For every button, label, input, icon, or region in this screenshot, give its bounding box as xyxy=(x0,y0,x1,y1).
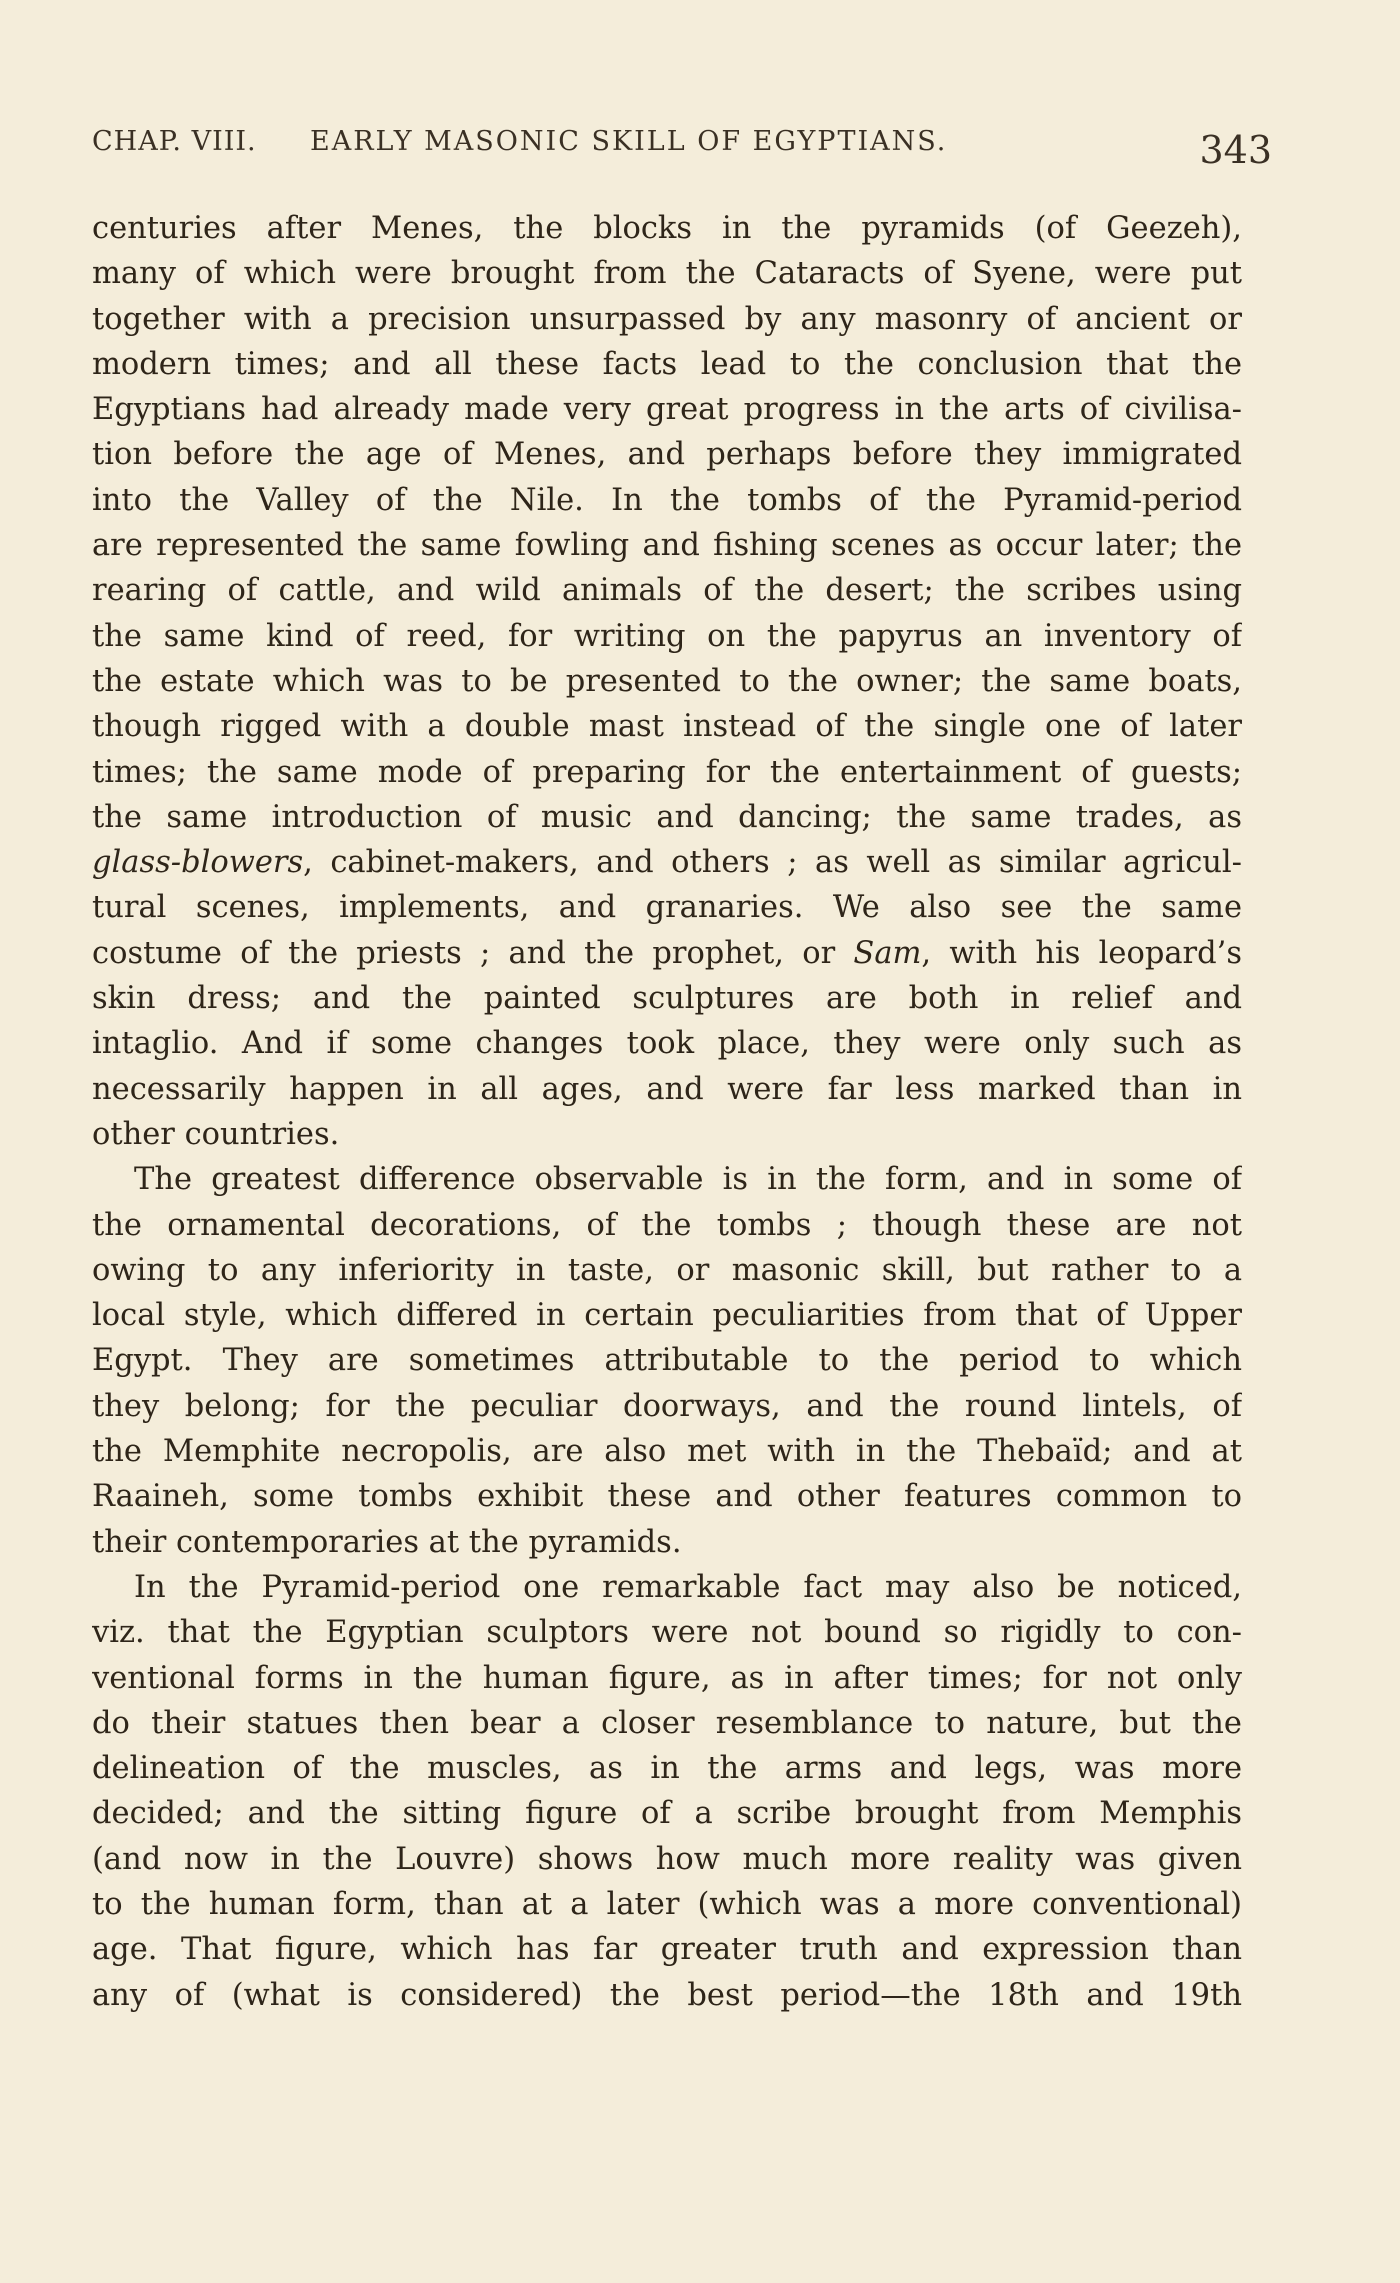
text-run: costume of the priests ; and the prophet, or xyxy=(92,935,854,971)
text-line: delineation of the muscles, as in the arms and legs, was more xyxy=(92,1751,1242,1787)
running-head xyxy=(92,120,1272,180)
text-line: they belong; for the peculiar doorways, and the round lintels, of xyxy=(92,1388,1242,1424)
text-line: viz. that the Egyptian sculptors were not bound so rigidly to con- xyxy=(92,1615,1242,1651)
text-line: other countries. xyxy=(92,1116,340,1152)
text-line: do their statues then bear a closer resemblance to nature, but the xyxy=(92,1705,1242,1741)
text-line: centuries after Menes, the blocks in the pyramids (of Geezeh), xyxy=(92,211,1242,246)
text-line: any of (what is considered) the best period—the 18th and 19th xyxy=(92,1977,1242,2013)
italic-term: glass-blowers xyxy=(92,845,304,881)
text-line: modern times; and all these facts lead to the conclusion that the xyxy=(92,346,1242,382)
text-line: skin dress; and the painted sculptures are both in relief and xyxy=(92,981,1242,1017)
text-line: the estate which was to be presented to the owner; the same boats, xyxy=(92,663,1242,699)
text-line: are represented the same fowling and fishing scenes as occur later; the xyxy=(92,528,1242,564)
text-line: tion before the age of Menes, and perhaps before they immigrated xyxy=(92,437,1242,473)
chapter-label: CHAP. VIII. xyxy=(92,126,257,157)
text-line: owing to any inferiority in taste, or masonic skill, but rather to a xyxy=(92,1252,1242,1288)
text-line: necessarily happen in all ages, and were far less marked than in xyxy=(92,1071,1242,1107)
text-line: the same kind of reed, for writing on the papyrus an inventory of xyxy=(92,618,1242,654)
text-line: though rigged with a double mast instead of the single one of later xyxy=(92,709,1242,745)
text-line: Egypt. They are sometimes attributable to the period to which xyxy=(92,1343,1242,1379)
text-line: tural scenes, implements, and granaries. We also see the same xyxy=(92,890,1242,926)
text-line xyxy=(92,931,1242,976)
text-line: age. That figure, which has far greater truth and expression than xyxy=(92,1932,1242,1968)
text-line: to the human form, than at a later (which was a more conventional) xyxy=(92,1886,1242,1922)
text-line: Egyptians had already made very great progress in the arts of civilisa- xyxy=(92,392,1242,428)
text-line: intaglio. And if some changes took place, they were only such as xyxy=(92,1026,1242,1062)
text-line: their contemporaries at the pyramids. xyxy=(92,1524,682,1560)
body-text xyxy=(92,206,1242,2018)
text-line: into the Valley of the Nile. In the tombs of the Pyramid-period xyxy=(92,482,1242,518)
italic-term: Sam xyxy=(853,935,922,971)
text-line: many of which were brought from the Cataracts of Syene, were put xyxy=(92,256,1242,292)
text-run: , cabinet-makers, and others ; as well as similar agricul- xyxy=(303,845,1242,881)
text-line: ventional forms in the human figure, as in after times; for not only xyxy=(92,1660,1242,1696)
text-line: (and now in the Louvre) shows how much more reality was given xyxy=(92,1841,1242,1877)
text-run: , with his leopard’s xyxy=(921,935,1242,971)
text-line: times; the same mode of preparing for the entertainment of guests; xyxy=(92,754,1242,790)
text-line xyxy=(92,840,1242,885)
running-head-title: EARLY MASONIC SKILL OF EGYPTIANS. xyxy=(310,126,948,157)
text-line: the Memphite necropolis, are also met with in the Thebaïd; and at xyxy=(92,1434,1242,1470)
paragraph-start-line: In the Pyramid-period one remarkable fact may also be noticed, xyxy=(134,1569,1242,1605)
text-line: the ornamental decorations, of the tombs ; though these are not xyxy=(92,1207,1242,1243)
paragraph-start-line: The greatest difference observable is in the form, and in some of xyxy=(134,1162,1242,1198)
text-line: together with a precision unsurpassed by any masonry of ancient or xyxy=(92,301,1242,337)
text-line: rearing of cattle, and wild animals of the desert; the scribes using xyxy=(92,573,1242,609)
text-line: the same introduction of music and dancing; the same trades, as xyxy=(92,799,1242,835)
text-line: Raaineh, some tombs exhibit these and other features common to xyxy=(92,1479,1242,1515)
text-line: decided; and the sitting figure of a scribe brought from Memphis xyxy=(92,1796,1242,1832)
page-number: 343 xyxy=(1199,128,1272,172)
text-line: local style, which differed in certain peculiarities from that of Upper xyxy=(92,1298,1242,1334)
